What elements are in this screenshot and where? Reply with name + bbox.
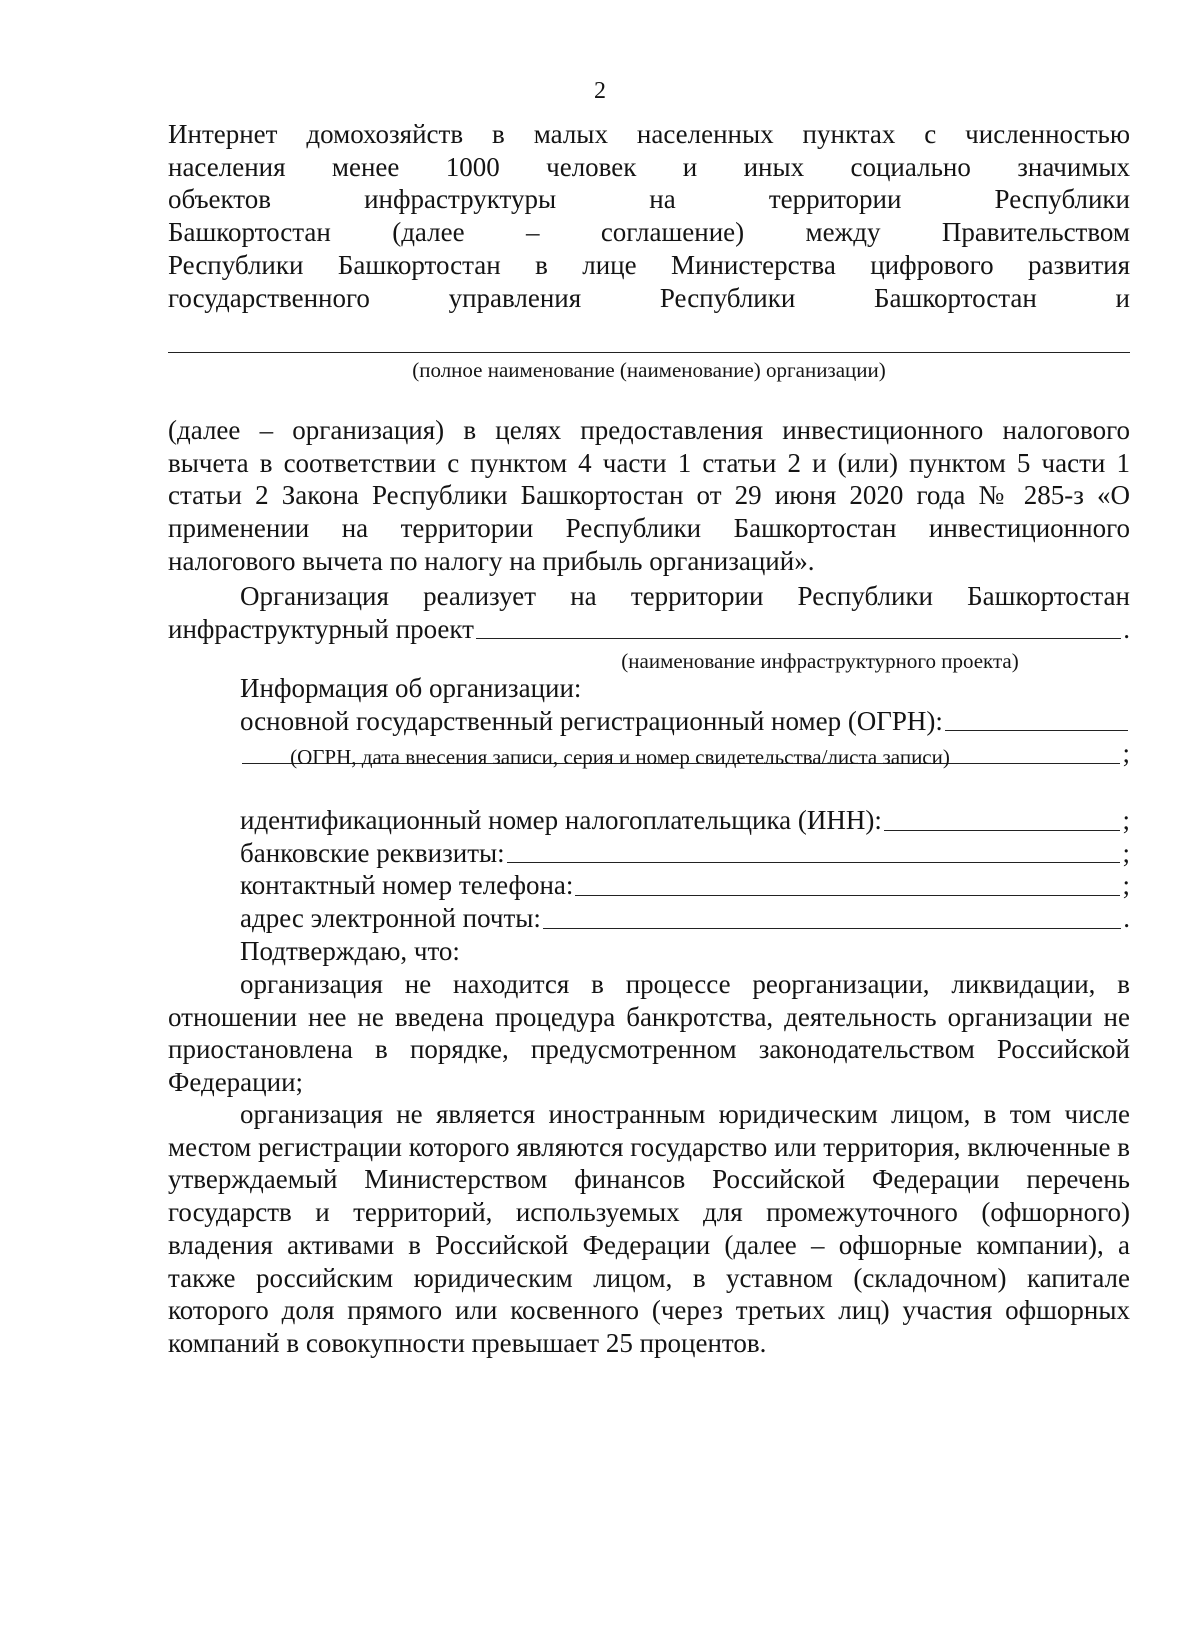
inn-row xyxy=(240,804,1130,837)
ogrn-label: основной государственный регистрационный номер (ОГРН): xyxy=(240,705,943,736)
confirm-paragraph-1: организация не находится в процессе реорганизации, ликвидации, в отношении нее не введена процедура банкротства, деятельность организации не приостановлена в порядке, предусмотренном законодательством Российской Федерации; xyxy=(168,969,1130,1098)
inn-field[interactable] xyxy=(884,830,1121,831)
inn-end-punct: ; xyxy=(1122,805,1130,835)
org-name-caption: (полное наименование (наименование) организации) xyxy=(412,358,886,382)
page-number: 2 xyxy=(594,78,606,104)
confirm-paragraph-2: организация не является иностранным юридическим лицом, в том числе местом регистрации которого являются государство или территория, включенные в утверждаемый Министерством финансов Российской Федерации перечень государств и территорий, используемых для промежуточного (офшорного) владения активами в Российской Федерации (далее – офшорные компании), а также российским юридическим лицом, в уставном (складочном) капитале которого доля прямого или косвенного (через третьих лиц) участия офшорных компаний в совокупности превышает 25 процентов. xyxy=(168,1099,1130,1358)
project-line-1: Организация реализует на территории Республики Башкортостан xyxy=(240,581,1130,611)
bank-row xyxy=(240,837,1130,870)
phone-end-punct: ; xyxy=(1122,870,1130,901)
email-row xyxy=(240,902,1130,935)
org-info-heading: Информация об организации: xyxy=(240,673,582,703)
bank-field[interactable] xyxy=(507,862,1121,863)
project-block xyxy=(168,580,1130,645)
project-name-field[interactable] xyxy=(476,638,1121,639)
ogrn-end-punct: ; xyxy=(1122,738,1130,769)
requisites-block xyxy=(240,804,1130,968)
purpose-paragraph: (далее – организация) в целях предоставления инвестиционного налогового вычета в соответствии с пунктом 4 части 1 статьи 2 и (или) пунктом 5 части 1 статьи 2 Закона Республики Башкортостан от 29 июня 2020 года № 285-з «О применении на территории Республики Башкортостан инвестиционного налогового вычета по налогу на прибыль организаций». xyxy=(168,415,1130,576)
confirm-heading: Подтверждаю, что: xyxy=(240,935,460,966)
project-caption: (наименование инфраструктурного проекта) xyxy=(621,649,1019,673)
intro-line: Республики Башкортостан в лице Министерства цифрового развития xyxy=(168,249,1130,280)
org-name-field-line[interactable] xyxy=(168,352,1130,353)
project-row xyxy=(168,613,1130,646)
intro-paragraph xyxy=(168,118,1130,314)
phone-label: контактный номер телефона: xyxy=(240,870,574,901)
intro-line: государственного управления Республики Башкортостан и xyxy=(168,282,1130,313)
intro-line: объектов инфраструктуры на территории Республики xyxy=(168,184,1130,215)
project-end-punct: . xyxy=(1123,613,1130,644)
email-label: адрес электронной почты: xyxy=(240,903,541,934)
ogrn-field-short[interactable] xyxy=(945,730,1128,731)
intro-line: Башкортостан (далее – соглашение) между Правительством xyxy=(168,217,1130,248)
email-end-punct: . xyxy=(1123,903,1130,934)
intro-line: населения менее 1000 человек и иных социально значимых xyxy=(168,151,1130,182)
bank-label: банковские реквизиты: xyxy=(240,837,505,868)
phone-row xyxy=(240,869,1130,902)
phone-field[interactable] xyxy=(575,895,1120,896)
inn-label: идентификационный номер налогоплательщика (ИНН): xyxy=(240,805,882,835)
intro-line: Интернет домохозяйств в малых населенных пунктах с численностью xyxy=(168,119,1130,149)
email-field[interactable] xyxy=(543,928,1121,929)
bank-end-punct: ; xyxy=(1122,837,1130,868)
project-label: инфраструктурный проект xyxy=(168,613,474,644)
ogrn-row xyxy=(240,705,1130,738)
ogrn-caption: (ОГРН, дата внесения записи, серия и номер свидетельства/листа записи) xyxy=(290,745,950,769)
